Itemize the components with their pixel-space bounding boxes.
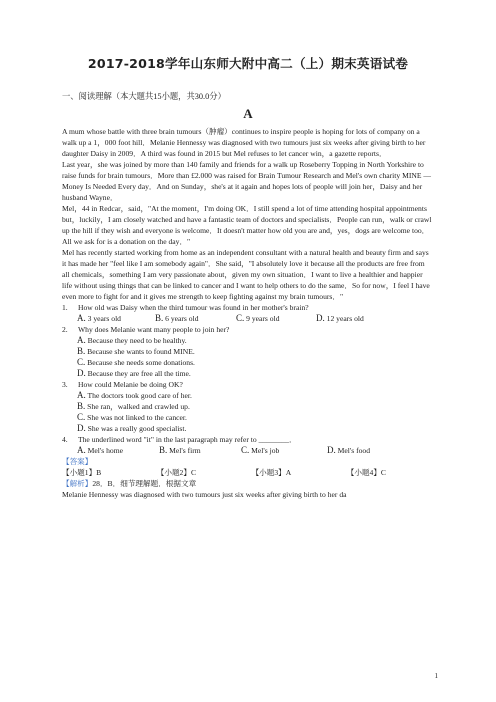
option: B. She ran，walked and crawled up. (77, 401, 190, 411)
option: A. Mel's home (77, 445, 123, 455)
option: D. She was a really good specialist. (77, 423, 187, 433)
analysis-label: 【解析】 (62, 479, 93, 488)
paragraph-2: Last year，she was joined by more than 140 family and friends for a walk up Roseberry Topping in North Yorkshire to raise funds for brain tumours．More than £2.000 was raised for Brain Tumour Research and Mel's own charity MINE — Money Is Needed Every day．And on Sunday，she's at it again and hopes lots of people will join her，Daisy and her husband Wayne． (62, 160, 431, 202)
page-title: 2017-2018学年山东师大附中高二（上）期末英语试卷 (87, 56, 409, 71)
paragraph-3: Mel，44 in Redcar，said，"At the moment，I'm doing OK．I still spend a lot of time attending hospital appointments but，luckily，I am closely watched and have a fantastic team of doctors and specialists．People can run，walk or crawl up the hill if they wish and everyone is welcome．It doesn't matter how old you are and，yes，dogs are welcome too．All we ask for is a donation on the day．" (62, 204, 432, 246)
answer-row (62, 467, 434, 478)
question-number: 1. (62, 303, 68, 312)
question-number: 4. (62, 435, 68, 444)
option: C. Because she needs some donations. (77, 357, 195, 367)
question-stem: The underlined word "it" in the last paragraph may refer to ________． (78, 435, 297, 444)
question-stem: How old was Daisy when the third tumour was found in her mother's brain? (78, 303, 309, 312)
question-3 (62, 379, 434, 390)
option: A. Because they need to be healthy. (77, 335, 187, 345)
option: B. 6 years old (155, 313, 199, 323)
question-number: 3. (62, 380, 68, 389)
option: B. Mel's firm (159, 445, 201, 455)
document-body (62, 126, 434, 500)
option: A. The doctors took good care of her. (77, 390, 192, 400)
option: C. Mel's job (241, 445, 280, 455)
question-stem: How could Melanie be doing OK? (78, 380, 183, 389)
option: D. Mel's food (327, 445, 371, 455)
option: D. Because they are free all the time. (77, 368, 191, 378)
page-number: 1 (434, 672, 438, 680)
question-number: 2. (62, 325, 68, 334)
option: A. 3 years old (77, 313, 121, 323)
question-stem: Why does Melanie want many people to join her? (78, 325, 230, 334)
answer-4: 【小题4】C (346, 468, 386, 477)
answer-2: 【小题2】C (156, 468, 197, 477)
paragraph-4: Mel has recently started working from home as an independent consultant with a natural health and beauty firm and says it has made her "feel like I am somebody again"．She said，"I absolutely love it because all the products are free from all chemicals，something I am very passionate about，given my own situation．I want to live a healthier and happier life without using things that can be linked to cancer and I want to help others to do the same．So for now，I feel I have even more to fight for and it gives me strength to keep fighting against my brain tumours．" (62, 248, 430, 301)
question-4 (62, 434, 434, 445)
answer-1: 【小题1】B (62, 468, 102, 477)
analysis-body: Melanie Hennessy was diagnosed with two tumours just six weeks after giving birth to her da (62, 490, 347, 499)
option: B. Because she wants to found MINE. (77, 346, 195, 356)
question-4-options (62, 445, 434, 456)
analysis-text: 28．B．细节理解题．根据文章 (92, 479, 197, 488)
question-1 (62, 302, 434, 313)
option: C. She was not linked to the cancer. (77, 412, 187, 422)
question-2 (62, 324, 434, 335)
option: C. 9 years old (236, 313, 280, 323)
section-heading: 一、阅读理解（本大题共15小题，共30.0分） (62, 92, 226, 101)
answer-label: 【答案】 (62, 457, 93, 466)
analysis-line (62, 478, 434, 489)
passage-letter: A (243, 106, 253, 121)
answer-3: 【小题3】A (251, 468, 292, 477)
question-1-options (62, 313, 434, 324)
paragraph-1: A mum whose battle with three brain tumours（肿瘤）continues to inspire people is hoping for lots of company on a walk up a 1，000 foot hill．Melanie Hennessy was diagnosed with two tumours just six weeks after giving birth to her daughter Daisy in 2009．A third was found in 2015 but Mel refuses to let cancer win，a gazette reports． (62, 127, 426, 158)
option: D. 12 years old (316, 313, 364, 323)
